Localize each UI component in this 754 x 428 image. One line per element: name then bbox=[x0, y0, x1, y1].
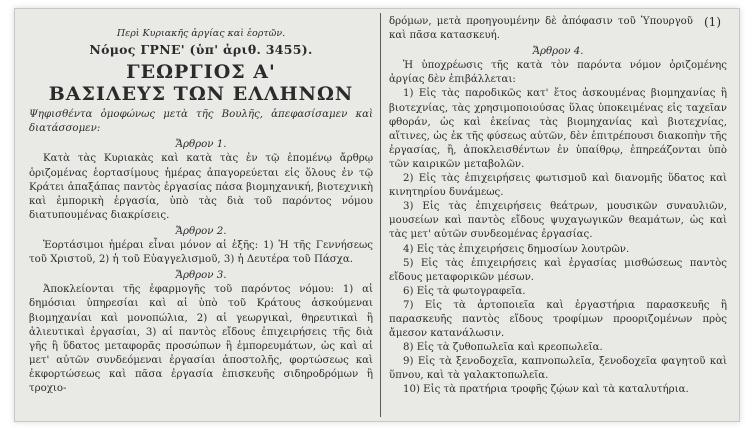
article-3-text: Ἀποκλείονται τῆς ἐφαρμογῆς τοῦ παρόντος νόμου: 1) αἱ δημόσιαι ὑπηρεσίαι καὶ αἱ ὑπὸ τοῦ Κράτους ἀσκούμεναι βιομηχανίαι καὶ μονοπώλια, 2) αἱ γεωργικαὶ, θηρευτικαὶ ἢ ἁλιευτικαὶ ἐργασίαι, 3) αἱ παντὸς εἴδους ἐπιχειρήσεις τῆς διὰ γῆς ἢ ὕδατος μεταφορᾶς προσώπων ἢ ἐμπορευμάτων, ὡς καὶ αἱ μετ' αὐτῶν συνδεόμεναι ἐργασίαι ἀποστολῆς, φορτώσεως καὶ ἐκφορτώσεως καὶ πᾶσα ἐργασία ἐπισκευῆς σιδηροδρόμων ἢ τροχιο- bbox=[29, 284, 373, 394]
list-item: 2) Εἰς τὰς ἐπιχειρήσεις φωτισμοῦ καὶ διανομῆς ὕδατος καὶ κινητηρίου δυνάμεως. bbox=[389, 173, 727, 199]
king-name: ΓΕΩΡΓΙΟΣ Α' bbox=[126, 61, 276, 84]
right-column bbox=[389, 15, 727, 415]
column-divider bbox=[380, 13, 381, 417]
page-number: (1) bbox=[704, 15, 721, 29]
left-column bbox=[29, 15, 373, 415]
list-item: 1) Εἰς τὰς παροδικῶς κατ' ἔτος ἀσκουμένας βιομηχανίας ἢ βιοτεχνίας, τὰς χρησιμοποιούσας ὕλας ὑποκειμένας εἰς ταχεῖαν φθοράν, ὡς καὶ ἐκείνας τὰς βιομηχανίας καὶ βιοτεχνίας, αἵτινες, ὡς ἐκ τῆς φύσεως αὐτῶν, δὲν ἐπιτρέπουσι διακοπὴν τῆς ἐργασίας, ἢ, ἀποκλεισθέντων ἐν ὑπαίθρῳ, ἐπηρεάζονται ὑπὸ τῶν καιρικῶν μεταβολῶν. bbox=[389, 88, 727, 170]
article-4-intro: Ἡ ὑποχρέωσις τῆς κατὰ τὸν παρόντα νόμον ὁριζομένης ἀργίας δὲν ἐπιβάλλεται: bbox=[389, 60, 727, 86]
article-2-title: Ἄρθρον 2. bbox=[175, 225, 227, 237]
article-1-text: Κατὰ τὰς Κυριακὰς καὶ κατὰ τὰς ἐν τῷ ἑπομένῳ ἄρθρῳ ὁριζομένας ἑορτασίμους ἡμέρας ἀπαγορεύεται εἰς ὅλους ἐν τῷ Κράτει ἀπαξάπας παντὸς ἐργασίας πάσα βιομηχανική, βιοτεχνικὴ καὶ ἐμπορικὴ ἐργασία, ὑπὸ τὰς διὰ τοῦ παρόντος νόμου διατυπουμένας διακρίσεις. bbox=[29, 153, 373, 221]
list-item: 10) Εἰς τὰ πρατήρια τροφῆς ζῴων καὶ τὰ καταλυτήρια. bbox=[403, 384, 689, 396]
section-header: Περὶ Κυριακῆς ἀργίας καὶ ἑορτῶν. bbox=[116, 28, 286, 39]
article-4-title: Ἄρθρον 4. bbox=[532, 46, 584, 58]
list-item: 5) Εἰς τὰς ἐπιχειρήσεις καὶ ἐργασίας μισθώσεως παντὸς εἴδους μεταφορικῶν μέσων. bbox=[389, 257, 727, 283]
law-title: Νόμος ΓΡΝΕ' (ὑπ' ἀριθ. 3455). bbox=[89, 42, 313, 58]
article-3-title: Ἄρθρον 3. bbox=[175, 270, 227, 282]
king-title: ΒΑΣΙΛΕΥΣ ΤΩΝ ΕΛΛΗΝΩΝ bbox=[48, 83, 354, 106]
newspaper-scan bbox=[14, 8, 740, 422]
enactment-clause: Ψηφισθέντα ὁμοφώνως μετὰ τῆς Βουλῆς, ἀπεφασίσαμεν καὶ διατάσσομεν: bbox=[29, 109, 373, 135]
list-item: 6) Εἰς τὰ φωτογραφεῖα. bbox=[403, 285, 526, 297]
article-2-text: Ἑορτάσιμοι ἡμέραι εἶναι μόνον αἱ ἑξῆς: 1) Ἡ τῆς Γεννήσεως τοῦ Χριστοῦ, 2) ἡ τοῦ Εὐαγγελισμοῦ, 3) ἡ Δευτέρα τοῦ Πάσχα. bbox=[29, 240, 373, 266]
list-item: 3) Εἰς τὰς ἐπιχειρήσεις θεάτρων, μουσικῶν συναυλιῶν, μουσείων καὶ παντὸς εἴδους ψυχαγωγικῶν θεαμάτων, ὡς καὶ τὰς μετ' αὐτῶν συνδεομένας ἐργασίας. bbox=[389, 201, 727, 241]
list-item: 9) Εἰς τὰ ξενοδοχεῖα, καπνοπωλεῖα, ξενοδοχεῖα φαγητοῦ καὶ ὕπνου, καὶ τὰ γαλακτοπωλεῖα. bbox=[389, 356, 727, 382]
list-item: 8) Εἰς τὰ ζυθοπωλεῖα καὶ κρεοπωλεῖα. bbox=[403, 342, 603, 354]
article-1-title: Ἄρθρον 1. bbox=[175, 139, 227, 151]
list-item: 7) Εἰς τὰ ἀρτοποιεῖα καὶ ἐργαστήρια παρασκευῆς ἢ παρασκευῆς παντὸς εἴδους τροφίμων προοριζομένων πρὸς ἄμεσον κατανάλωσιν. bbox=[389, 299, 727, 340]
list-item: 4) Εἰς τὰς ἐπιχειρήσεις δημοσίων λουτρῶν. bbox=[403, 243, 630, 255]
continuation-text: δρόμων, μετὰ προηγουμένην δὲ ἀπόφασιν τοῦ Ὑπουργοῦ καὶ πᾶσα κατασκευή. bbox=[389, 16, 693, 42]
